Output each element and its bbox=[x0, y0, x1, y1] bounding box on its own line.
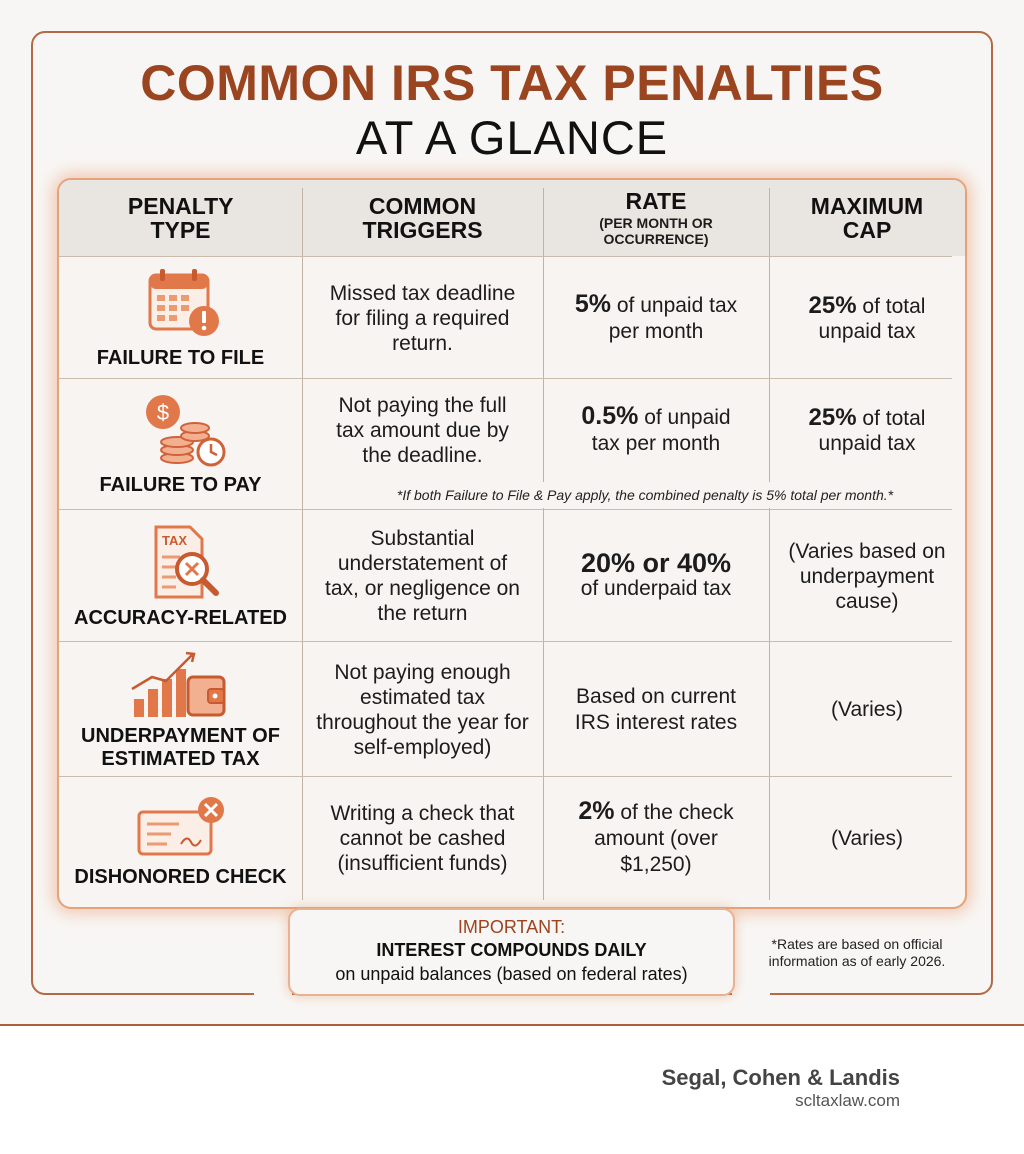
header-rate bbox=[543, 180, 769, 256]
penalty-label: FAILURE TO FILE bbox=[96, 346, 265, 369]
rate-cell bbox=[543, 380, 769, 480]
page-subtitle: AT A GLANCE bbox=[355, 111, 669, 164]
rate-text: Based on current IRS interest rates bbox=[574, 684, 738, 734]
important-heading: IMPORTANT: bbox=[457, 917, 566, 937]
important-sub: on unpaid balances (based on federal rates) bbox=[335, 964, 688, 984]
footer-divider bbox=[0, 1024, 1024, 1026]
calendar-warning-icon bbox=[136, 267, 226, 341]
row-divider bbox=[59, 509, 952, 510]
frame-gap-left bbox=[254, 985, 292, 1005]
row-divider bbox=[59, 641, 952, 642]
tax-document-magnifier-icon bbox=[136, 523, 226, 601]
rate-cell bbox=[543, 511, 769, 641]
header-common-triggers: COMMON TRIGGERS bbox=[362, 193, 483, 243]
header-rate-label: RATE bbox=[625, 188, 687, 214]
penalty-label: ACCURACY-RELATED bbox=[74, 606, 287, 629]
trigger-text: Writing a check that cannot be cashed (insufficient funds) bbox=[330, 801, 515, 875]
rate-cell bbox=[543, 778, 769, 898]
coins-clock-icon bbox=[133, 392, 229, 468]
firm-name: Segal, Cohen & Landis bbox=[661, 1065, 900, 1090]
svg-text:$: $ bbox=[156, 399, 169, 425]
rate-value: 0.5% bbox=[581, 402, 639, 430]
rate-text: of unpaid tax per month bbox=[591, 406, 731, 455]
table-row-accuracy-related bbox=[59, 511, 302, 641]
trigger-text: Not paying the full tax amount due by the deadline. bbox=[336, 393, 509, 467]
cap-value: 25% bbox=[808, 403, 857, 431]
cap-text: of total unpaid tax bbox=[818, 406, 926, 455]
rate-text: of unpaid tax per month bbox=[608, 294, 738, 343]
table-row-failure-to-file bbox=[59, 258, 302, 378]
table-row-underpayment bbox=[59, 643, 302, 776]
bar-chart-wallet-icon bbox=[126, 649, 236, 719]
page-title: COMMON IRS TAX PENALTIES bbox=[140, 55, 884, 111]
table-row-failure-to-pay bbox=[59, 380, 302, 508]
rates-footnote: *Rates are based on official information as of early 2026. bbox=[768, 936, 946, 969]
important-callout bbox=[288, 908, 735, 996]
penalties-table bbox=[57, 178, 967, 909]
cap-text: (Varies based on underpayment cause) bbox=[788, 539, 946, 613]
cap-text: of total unpaid tax bbox=[818, 294, 926, 343]
combined-penalty-note: *If both Failure to File & Pay apply, the combined penalty is 5% total per month.* bbox=[321, 482, 967, 508]
penalty-label: UNDERPAYMENT OF ESTIMATED TAX bbox=[81, 724, 280, 770]
cap-text: (Varies) bbox=[831, 826, 903, 850]
rate-text: of the check amount (over $1,250) bbox=[594, 801, 734, 876]
cap-cell bbox=[769, 258, 965, 378]
row-divider bbox=[59, 776, 952, 777]
table-row-dishonored-check bbox=[59, 778, 302, 907]
cap-text: (Varies) bbox=[831, 698, 903, 721]
row-divider bbox=[59, 378, 952, 379]
firm-website: scltaxlaw.com bbox=[795, 1091, 900, 1110]
svg-text:TAX: TAX bbox=[161, 532, 187, 548]
frame-gap-right bbox=[732, 985, 770, 1005]
rate-text: of underpaid tax bbox=[580, 577, 732, 600]
trigger-text: Missed tax deadline for filing a required return. bbox=[329, 281, 516, 355]
header-rate-sub: (PER MONTH OR OCCURRENCE) bbox=[599, 215, 713, 247]
rate-cell bbox=[543, 258, 769, 378]
cap-value: 25% bbox=[808, 291, 857, 319]
penalty-label: FAILURE TO PAY bbox=[99, 473, 262, 496]
row-divider bbox=[59, 256, 952, 257]
rate-value: 20% or 40% bbox=[580, 548, 732, 578]
dishonored-check-icon bbox=[131, 796, 231, 860]
rate-value: 2% bbox=[578, 797, 615, 825]
cap-cell bbox=[769, 380, 965, 480]
penalty-label: DISHONORED CHECK bbox=[74, 866, 287, 888]
trigger-text: Substantial understatement of tax, or negligence on the return bbox=[325, 527, 520, 625]
trigger-text: Not paying enough estimated tax throughout the year for self-employed) bbox=[316, 660, 529, 759]
rate-value: 5% bbox=[574, 290, 612, 318]
header-penalty-type: PENALTY TYPE bbox=[127, 193, 234, 243]
header-maximum-cap: MAXIMUM CAP bbox=[810, 193, 924, 243]
important-bold: INTEREST COMPOUNDS DAILY bbox=[376, 940, 647, 960]
